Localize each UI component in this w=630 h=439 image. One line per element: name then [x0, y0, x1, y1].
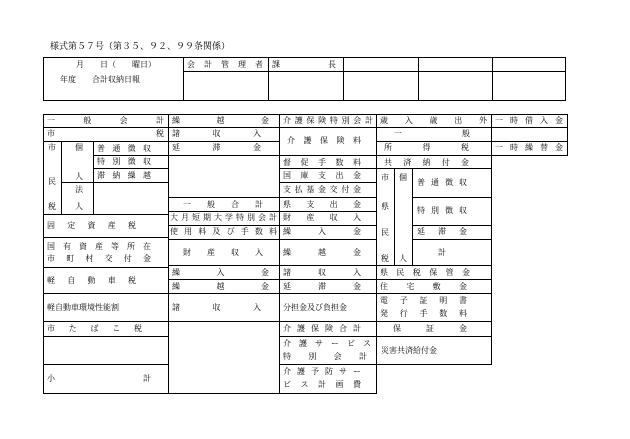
c4-kei: 計	[438, 248, 446, 257]
c3-kuriire: 繰 入 金	[283, 227, 361, 236]
date-label: 月 日（ 曜日）	[76, 60, 156, 69]
c3-shuunyu: 諸 収 入	[283, 268, 361, 277]
c4-shotoku: 所 得 税	[384, 143, 469, 152]
taino: 滞納繰越	[97, 171, 151, 180]
c4-kyosai: 共 済 納 付 金	[384, 158, 469, 167]
v-jin: 人	[75, 172, 83, 181]
v-ho: 法	[75, 185, 83, 194]
c3-service2: 特 別 会 計	[283, 352, 367, 361]
futsu: 普通徴収	[97, 144, 151, 153]
manager-label: 会 計 管 理 者	[187, 60, 263, 69]
c2-ippan-goukei: 一 般 合 計	[183, 200, 263, 209]
c4-futsu: 普通徴収	[417, 178, 467, 187]
c4-saigai: 災害共済給付金	[381, 346, 437, 355]
year-label: 年度 合計収納日報	[60, 75, 140, 84]
c2-entai: 延 滞 金	[172, 143, 261, 152]
c2-kuriire: 繰 入 金	[172, 268, 269, 277]
c3-kurikoshi: 繰 越 金	[283, 248, 361, 257]
kokuyu2: 市町村交付金	[47, 254, 151, 263]
c3-yobo2: ビス計画費	[283, 380, 361, 389]
v-ko: 個	[75, 143, 83, 152]
tokubetsu: 特別徴収	[97, 157, 151, 166]
c3-service1: 介 護 サ ー ビ ス	[283, 339, 371, 348]
c4-ippan: 一 般	[394, 129, 470, 138]
section-label: 課	[272, 60, 280, 69]
c5-kariire: 一時借入金	[495, 116, 563, 125]
c3-kokko: 国 庫 支 出 金	[283, 171, 361, 180]
shokei: 小 計	[47, 374, 151, 383]
c3-ken: 県 支 出 金	[283, 200, 361, 209]
kokuyu1: 国有資産等所在	[47, 242, 151, 251]
c4-v-shi: 市	[381, 173, 389, 182]
c3-hokenryo: 介 護 保 険 料	[287, 136, 361, 145]
c3-kaigo-goukei: 介護保険合計	[283, 324, 361, 333]
c4-kenmin-hokan: 県民税保管金	[380, 268, 470, 277]
c3-zaisan: 財 産 収 入	[283, 213, 361, 222]
c4-v-jin: 人	[399, 254, 407, 263]
c4-denshi2: 発 行 手 数 料	[380, 309, 467, 318]
c4-v-min: 民	[381, 228, 389, 237]
keijidosha: 軽 自 動 車 税	[47, 276, 136, 285]
form-number: 様式第５７号（第３５、９２、９９条関係）	[50, 42, 231, 52]
c3-entai: 延 滞 金	[283, 282, 361, 291]
shi-zei: 市 税	[47, 129, 164, 138]
v-zei: 税	[48, 202, 56, 211]
c4-v-ken: 県	[381, 202, 389, 211]
col1-head: 一 般 会 計	[47, 116, 164, 125]
chief-label: 長	[328, 60, 336, 69]
c4-v-zei: 税	[381, 254, 389, 263]
c3-head: 介護保険特別会計	[283, 116, 373, 125]
c4-head: 歳 入 歳 出 外	[380, 116, 487, 125]
c4-denshi1: 電 子 証 明 書	[380, 296, 467, 305]
c4-jutaku: 住 宅 敷 金	[380, 282, 467, 291]
c2-shuunyu: 諸 収 入	[172, 129, 261, 138]
c5-kurikae: 一時繰替金	[495, 143, 563, 152]
kotei: 固 定 資 産 税	[47, 221, 136, 230]
c3-tokusoku: 督 促 手 数 料	[283, 158, 361, 167]
c4-entai: 延 滞 金	[417, 227, 467, 236]
kankyo: 軽自動車環境性能割	[47, 303, 119, 312]
c2-zaisan: 財 産 収 入	[183, 248, 263, 257]
tabako: 市 た ば こ 税	[47, 324, 142, 333]
c4-hosho: 保 証 金	[393, 324, 467, 333]
c2-shuunyu2: 諸 収 入	[172, 303, 261, 312]
c4-v-ko: 個	[399, 173, 407, 182]
c2-kurikoshi: 繰 越 金	[172, 116, 269, 125]
c2-kurikoshi2: 繰 越 金	[172, 282, 269, 291]
c4-tokubetsu: 特別徴収	[417, 206, 467, 215]
v-min: 民	[48, 177, 56, 186]
v-hojin: 人	[75, 202, 83, 211]
c3-shiharai: 支払基金交付金	[283, 185, 361, 194]
c2-shiyoryo: 使用料及び手数料	[170, 227, 277, 236]
v-shi: 市	[48, 143, 56, 152]
c2-taikibo: 大月短期大学特別会計	[170, 213, 277, 222]
c3-yobo1: 介護予防サー	[283, 367, 361, 376]
c3-buntan: 分担金及び負担金	[283, 303, 347, 312]
